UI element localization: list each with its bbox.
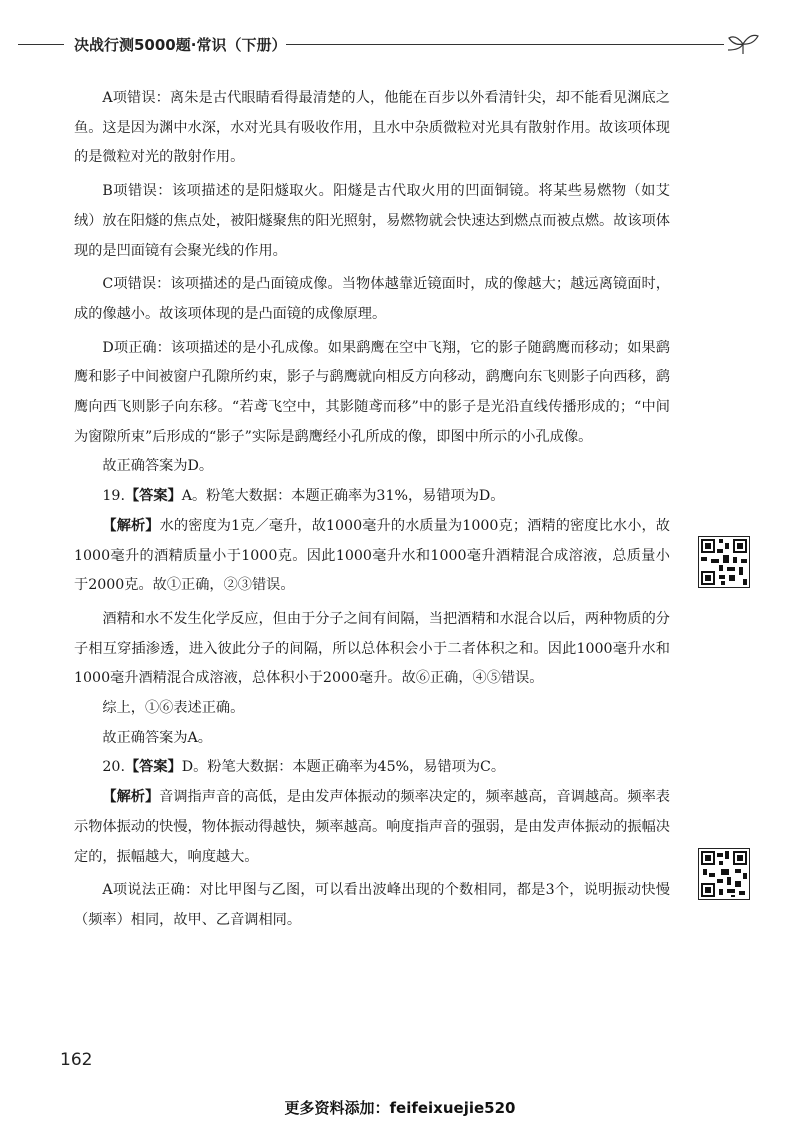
qr-code-icon[interactable] — [698, 848, 750, 900]
book-title: 决战行测5000题·常识（下册） — [74, 36, 287, 54]
page-body — [74, 84, 670, 936]
question-19-explanation-text: 水的密度为1克／毫升，故1000毫升的水质量为1000克；酒精的密度比水小，故1000毫升的酒精质量小于1000克。因此1000毫升水和1000毫升酒精混合成溶液，总质量小于2000克。故①正确，②③错误。 — [74, 517, 670, 594]
header-rule-left — [18, 44, 64, 45]
paragraph-summary: 综上，①⑥表述正确。 — [102, 700, 245, 717]
paragraph-answer-a: 故正确答案为A。 — [102, 729, 212, 746]
paragraph-answer-d: 故正确答案为D。 — [102, 458, 214, 475]
paragraph-option-d: D项正确：该项描述的是小孔成像。如果鹞鹰在空中飞翔，它的影子随鹞鹰而移动；如果鹞鹰和影子中间被窗户孔隙所约束，影子与鹞鹰就向相反方向移动，鹞鹰向东飞则影子向西移，鹞鹰向西飞则影子向东移。“若鸢飞空中，其影随鸢而移”中的影子是光沿直线传播形成的；“中间为窗隙所束”后形成的“影子”实际是鹞鹰经小孔所成的像，即图中所示的小孔成像。 — [74, 339, 670, 445]
question-20-answer-text: D。粉笔大数据：本题正确率为45%，易错项为C。 — [181, 759, 506, 776]
sprout-icon — [726, 30, 760, 58]
footer-note: 更多资料添加：feifeixuejie520 — [284, 1099, 516, 1117]
paragraph-option-c: C项错误：该项描述的是凸面镜成像。当物体越靠近镜面时，成的像越大；越远离镜面时，成的像越小。故该项体现的是凸面镜的成像原理。 — [74, 276, 670, 322]
question-19-number: 19. — [102, 488, 125, 505]
question-20-explanation — [74, 783, 670, 872]
paragraph-alcohol-water: 酒精和水不发生化学反应，但由于分子之间有间隔，当把酒精和水混合以后，两种物质的分子相互穿插渗透，进入彼此分子的间隔，所以总体积会小于二者体积之和。因此1000毫升水和1000毫升酒精混合成溶液，总体积小于2000毫升。故⑥正确，④⑤错误。 — [74, 610, 670, 687]
qr-code-icon[interactable] — [698, 536, 750, 588]
question-20-answer — [74, 753, 670, 783]
question-20-number: 20. — [102, 759, 125, 776]
explanation-tag: 【解析】 — [102, 789, 160, 806]
paragraph-option-b: B项错误：该项描述的是阳燧取火。阳燧是古代取火用的凹面铜镜。将某些易燃物（如艾绒）放在阳燧的焦点处，被阳燧聚焦的阳光照射，易燃物就会快速达到燃点而被点燃。故该项体现的是凹面镜有会聚光线的作用。 — [74, 183, 670, 259]
question-20-explanation-text: 音调指声音的高低，是由发声体振动的频率决定的，频率越高，音调越高。频率表示物体振动的快慢，物体振动得越快，频率越高。响度指声音的强弱，是由发声体振动的振幅决定的，振幅越大，响度越大。 — [74, 789, 670, 865]
question-19-answer — [74, 482, 670, 512]
question-19-explanation — [74, 512, 670, 601]
answer-tag: 【答案】 — [124, 488, 182, 505]
question-19-answer-text: A。粉笔大数据：本题正确率为31%，易错项为D。 — [181, 488, 505, 505]
answer-tag: 【答案】 — [124, 759, 182, 776]
explanation-tag: 【解析】 — [102, 517, 160, 534]
paragraph-option-a: A项错误：离朱是古代眼睛看得最清楚的人，他能在百步以外看清针尖，却不能看见渊底之鱼。这是因为渊中水深，水对光具有吸收作用，且水中杂质微粒对光具有散射作用。故该项体现的是微粒对光的散射作用。 — [74, 90, 670, 166]
page-number: 162 — [60, 1050, 93, 1070]
paragraph-option-a-sound: A项说法正确：对比甲图与乙图，可以看出波峰出现的个数相同，都是3个，说明振动快慢（频率）相同，故甲、乙音调相同。 — [74, 882, 670, 928]
header-rule-right — [286, 44, 724, 45]
running-header — [0, 30, 800, 60]
